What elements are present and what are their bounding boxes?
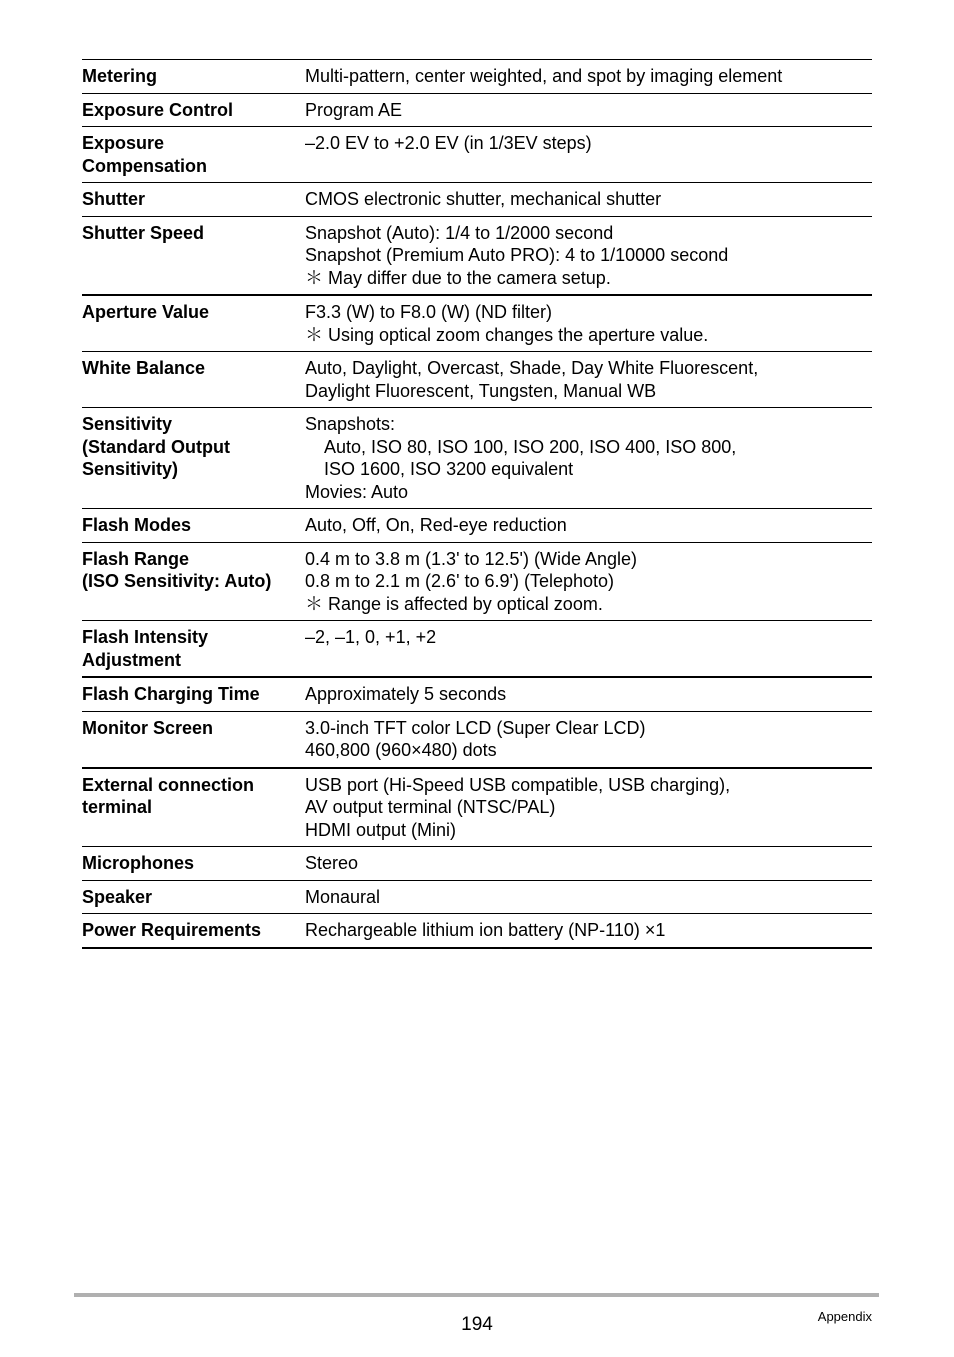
spec-value-line: Snapshots: [305,414,396,434]
spec-value-line: HDMI output (Mini) [305,819,457,840]
spec-label: Metering [82,66,158,86]
spec-value [305,548,872,616]
spec-row [82,543,872,622]
spec-value-line: Daylight Fluorescent, Tungsten, Manual WB [305,380,657,401]
spec-value-line: ＊ Using optical zoom changes the aperture value. [305,324,709,345]
spec-value-line: Snapshot (Auto): 1/4 to 1/2000 second [305,222,614,243]
spec-label: Aperture Value [82,302,210,322]
spec-value [305,222,872,290]
spec-row [82,621,872,678]
footer-rule [74,1293,879,1297]
spec-value [305,717,872,762]
spec-row [82,217,872,297]
spec-value-line: –2.0 EV to +2.0 EV (in 1/3EV steps) [305,133,592,153]
spec-value [305,852,872,875]
spec-value [305,413,872,503]
spec-value-line: USB port (Hi-Speed USB compatible, USB charging), [305,774,731,795]
spec-value [305,132,872,177]
spec-label: Microphones [82,853,195,873]
spec-label: Exposure Control [82,99,234,120]
spec-row [82,881,872,915]
spec-value-line: 460,800 (960×480) dots [305,740,497,760]
page-number: 194 [461,1314,493,1335]
spec-row [82,712,872,769]
spec-value [305,99,872,122]
spec-label: Flash Range (ISO Sensitivity: Auto) [82,548,272,591]
spec-value-line: Rechargeable lithium ion battery (NP-110) ×1 [305,920,666,940]
spec-value-line: Auto, Daylight, Overcast, Shade, Day White Fluorescent, [305,358,759,378]
spec-value [305,65,872,88]
spec-value-line: Auto, Off, On, Red-eye reduction [305,515,567,535]
spec-label: Monitor Screen [82,717,214,738]
spec-value [305,886,872,909]
spec-value-line: ＊ May differ due to the camera setup. [305,267,611,288]
spec-value-line: Movies: Auto [305,481,409,502]
section-name: Appendix [817,1309,872,1324]
spec-label: Flash Charging Time [82,684,260,704]
spec-value-line: Program AE [305,99,403,120]
spec-row [82,914,872,949]
spec-table [82,59,872,949]
spec-value [305,301,872,346]
spec-value-line: Multi-pattern, center weighted, and spot by imaging element [305,66,783,86]
spec-label: White Balance [82,358,206,378]
spec-value-line: 0.8 m to 2.1 m (2.6' to 6.9') (Telephoto) [305,571,615,591]
spec-label: Flash Modes [82,515,192,535]
spec-row [82,183,872,217]
spec-label: Exposure Compensation [82,133,208,176]
spec-label: Sensitivity (Standard Output Sensitivity) [82,414,230,479]
spec-row [82,94,872,128]
spec-label: Shutter Speed [82,222,205,243]
spec-row [82,127,872,183]
spec-value [305,683,872,706]
spec-value-line: F3.3 (W) to F8.0 (W) (ND filter) [305,302,552,322]
spec-label: Shutter [82,189,145,209]
spec-value-line: –2, –1, 0, +1, +2 [305,627,437,647]
spec-value [305,188,872,211]
spec-row [82,509,872,543]
spec-label: Power Requirements [82,920,262,940]
spec-value [305,514,872,537]
spec-value [305,774,872,842]
spec-value-line: Stereo [305,853,359,873]
spec-value-line: Auto, ISO 80, ISO 100, ISO 200, ISO 400, ISO 800, [324,436,737,457]
spec-value-line: 3.0-inch TFT color LCD (Super Clear LCD) [305,717,646,738]
spec-value-line: Monaural [305,886,381,907]
spec-value [305,357,872,402]
spec-label: Speaker [82,886,153,907]
spec-row [82,769,872,848]
spec-value-line: AV output terminal (NTSC/PAL) [305,797,556,817]
spec-row [82,352,872,408]
spec-value [305,626,872,671]
spec-label: Flash Intensity Adjustment [82,627,209,670]
spec-row [82,60,872,94]
spec-value-line: 0.4 m to 3.8 m (1.3' to 12.5') (Wide Angle) [305,548,638,569]
spec-value-line: Approximately 5 seconds [305,684,507,704]
spec-row [82,847,872,881]
spec-row [82,408,872,509]
spec-value-line: Snapshot (Premium Auto PRO): 4 to 1/10000 second [305,245,729,265]
spec-value-line: CMOS electronic shutter, mechanical shutter [305,189,662,209]
spec-row [82,678,872,712]
spec-value [305,919,872,942]
spec-value-line: ISO 1600, ISO 3200 equivalent [324,459,574,479]
spec-row [82,296,872,352]
spec-label: External connection terminal [82,774,255,817]
spec-value-line: ＊ Range is affected by optical zoom. [305,593,603,614]
